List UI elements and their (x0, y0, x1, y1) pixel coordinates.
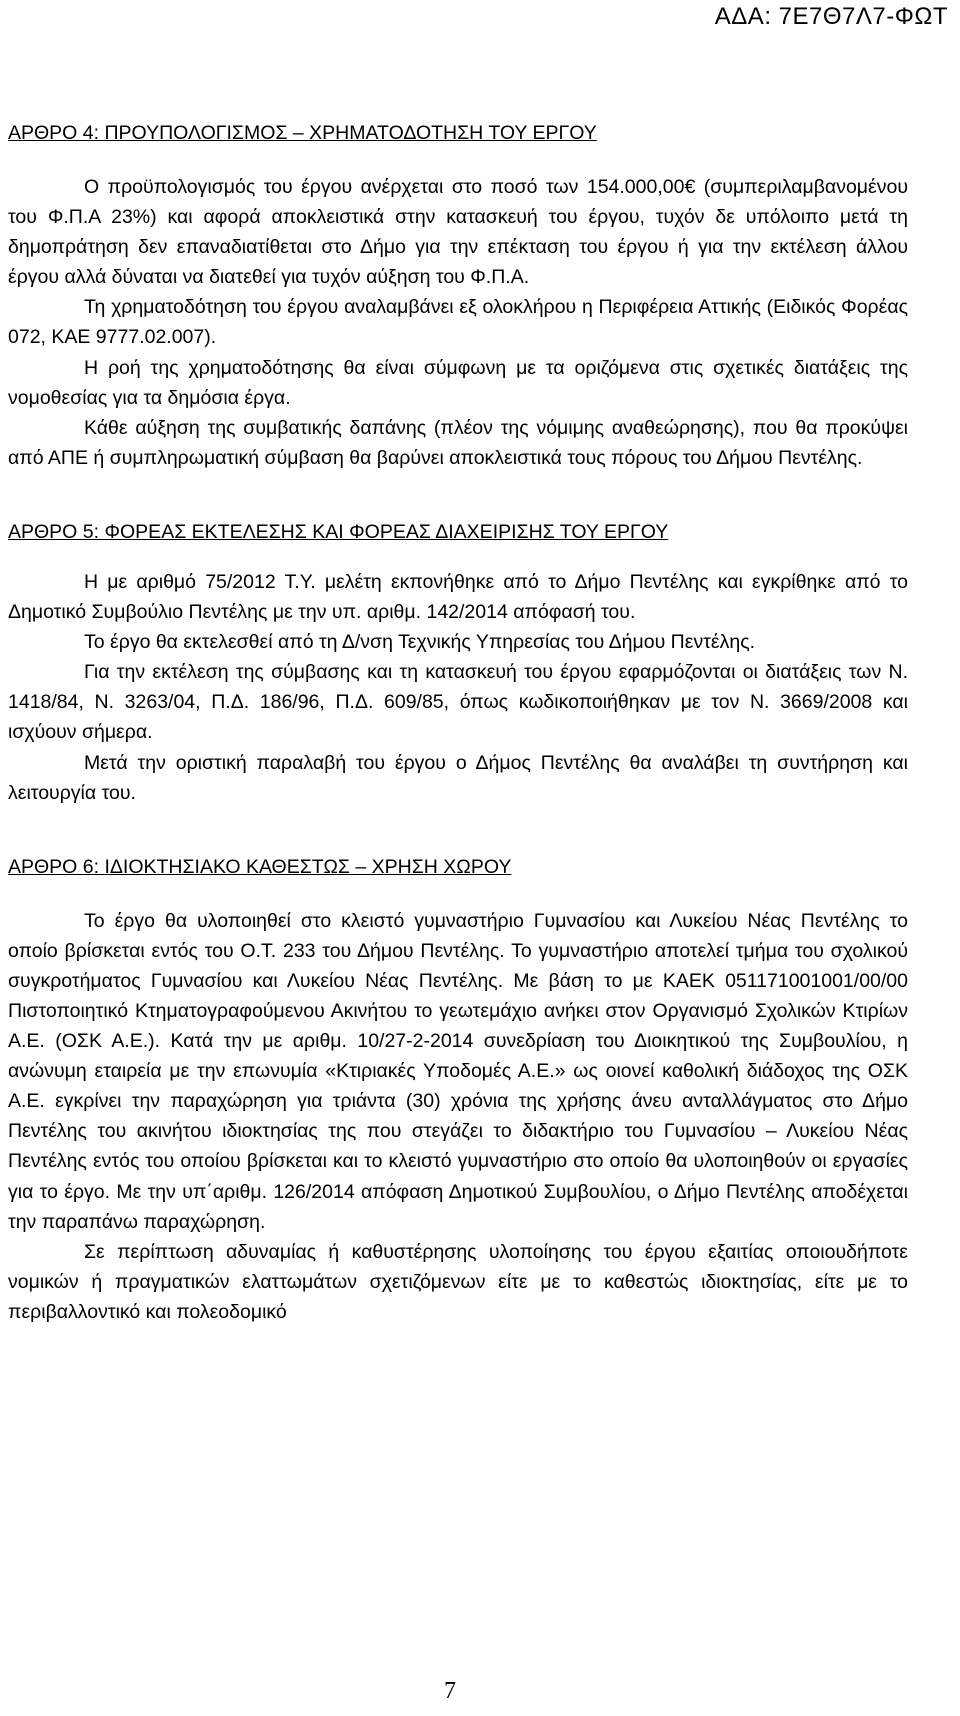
article-4-paragraph-flow: Η ροή της χρηματοδότησης θα είναι σύμφωνη με τα οριζόμενα στις σχετικές διατάξεις της νομοθεσίας για τα δημόσια έργα. (8, 356, 908, 409)
article-5-heading: ΑΡΘΡΟ 5: ΦΟΡΕΑΣ ΕΚΤΕΛΕΣΗΣ ΚΑΙ ΦΟΡΕΑΣ ΔΙΑΧΕΙΡΙΣΗΣ ΤΟΥ ΕΡΓΟΥ (8, 520, 669, 543)
article-5-paragraph-laws: Για την εκτέλεση της σύμβασης και τη κατασκευή του έργου εφαρμόζονται οι διατάξεις των Ν. 1418/84, Ν. 3263/04, Π.Δ. 186/96, Π.Δ. 609/85, όπως κωδικοποιήθηκαν με τον Ν. 3669/2008 και ισχύουν σήμερα. (8, 661, 908, 744)
article-6-heading: ΑΡΘΡΟ 6: ΙΔΙΟΚΤΗΣΙΑΚΟ ΚΑΘΕΣΤΩΣ – ΧΡΗΣΗ ΧΩΡΟΥ (8, 855, 512, 878)
page-number: 7 (444, 1678, 456, 1704)
article-5-paragraph-maintenance: Μετά την οριστική παραλαβή του έργου ο Δήμος Πεντέλης θα αναλάβει τη συντήρηση και λειτουργία του. (8, 751, 908, 804)
article-6 (8, 852, 908, 1327)
article-5-paragraph-study: Η με αριθμό 75/2012 Τ.Υ. μελέτη εκπονήθηκε από το Δήμο Πεντέλης και εγκρίθηκε από το Δημοτικό Συμβούλιο Πεντέλης με την υπ. αριθμ. 142/2014 απόφασή του. (8, 570, 908, 624)
article-6-paragraph-delay: Σε περίπτωση αδυναμίας ή καθυστέρησης υλοποίησης του έργου εξαιτίας οποιουδήποτε νομικών ή πραγματικών ελαττωμάτων σχετιζόμενων είτε με το καθεστώς ιδιοκτησίας, είτε με το περιβαλλοντικό και πολεοδομικό (8, 1240, 908, 1323)
ada-code: ΑΔΑ: 7Ε7Θ7Λ7-ΦΩΤ (714, 3, 948, 30)
document-body (8, 118, 908, 1327)
article-6-paragraph-location: Το έργο θα υλοποιηθεί στο κλειστό γυμναστήριο Γυμνασίου και Λυκείου Νέας Πεντέλης το οποίο βρίσκεται εντός του Ο.Τ. 233 του Δήμου Πεντέλης. Το γυμναστήριο αποτελεί τμήμα του σχολικού συγκροτήματος Γυμνασίου και Λυκείου Νέας Πεντέλης. Με βάση το με ΚΑΕΚ 051171001001/00/00 Πιστοποιητικό Κτηματογραφούμενου Ακινήτου το γεωτεμάχιο ανήκει στον Οργανισμό Σχολικών Κτιρίων Α.Ε. (ΟΣΚ Α.Ε.). Κατά την με αριθμ. 10/27-2-2014 συνεδρίαση του Διοικητικού της Συμβουλίου, η ανώνυμη εταιρεία με την επωνυμία «Κτιριακές Υποδομές Α.Ε.» ως οιονεί καθολική διάδοχος της ΟΣΚ Α.Ε. εγκρίνει την παραχώρηση για τριάντα (30) χρόνια της χρήσης άνευ ανταλλάγματος στο Δήμο Πεντέλης του ακινήτου ιδιοκτησίας της που στεγάζει το διδακτήριο του Γυμνασίου – Λυκείου Νέας Πεντέλης εντός του οποίου βρίσκεται και το κλειστό γυμναστήριο στο οποίο θα υλοποιηθούν οι εργασίες για το έργο. Με την υπ΄αριθμ. 126/2014 απόφαση Δημοτικού Συμβουλίου, ο Δήμο Πεντέλης αποδέχεται την παραπάνω παραχώρηση. (8, 909, 908, 1233)
article-4-paragraph-budget: Ο προϋπολογισμός του έργου ανέρχεται στο ποσό των 154.000,00€ (συμπεριλαμβανομένου του Φ.Π.Α 23%) και αφορά αποκλειστικά στην κατασκευή του έργου, τυχόν δε υπόλοιπο μετά τη δημοπράτηση δεν επαναδιατίθεται στο Δήμο για την επέκταση του έργου ή για την εκτέλεση άλλου έργου αλλά δύναται να διατεθεί για τυχόν αύξηση του Φ.Π.Α. (8, 176, 908, 289)
article-4-paragraph-increase: Κάθε αύξηση της συμβατικής δαπάνης (πλέον της νόμιμης αναθεώρησης), που θα προκύψει από ΑΠΕ ή συμπληρωματική σύμβαση θα βαρύνει αποκλειστικά τους πόρους του Δήμου Πεντέλης. (8, 416, 908, 469)
article-5-paragraph-execution: Το έργο θα εκτελεσθεί από τη Δ/νση Τεχνικής Υπηρεσίας του Δήμου Πεντέλης. (84, 631, 756, 654)
article-4 (8, 118, 908, 473)
article-4-heading: ΑΡΘΡΟ 4: ΠΡΟΥΠΟΛΟΓΙΣΜΟΣ – ΧΡΗΜΑΤΟΔΟΤΗΣΗ ΤΟΥ ΕΡΓΟΥ (8, 122, 597, 144)
article-4-paragraph-funding: Τη χρηματοδότηση του έργου αναλαμβάνει εξ ολοκλήρου η Περιφέρεια Αττικής (Ειδικός Φορέας 072, ΚΑΕ 9777.02.007). (8, 296, 908, 349)
article-5 (8, 517, 908, 808)
